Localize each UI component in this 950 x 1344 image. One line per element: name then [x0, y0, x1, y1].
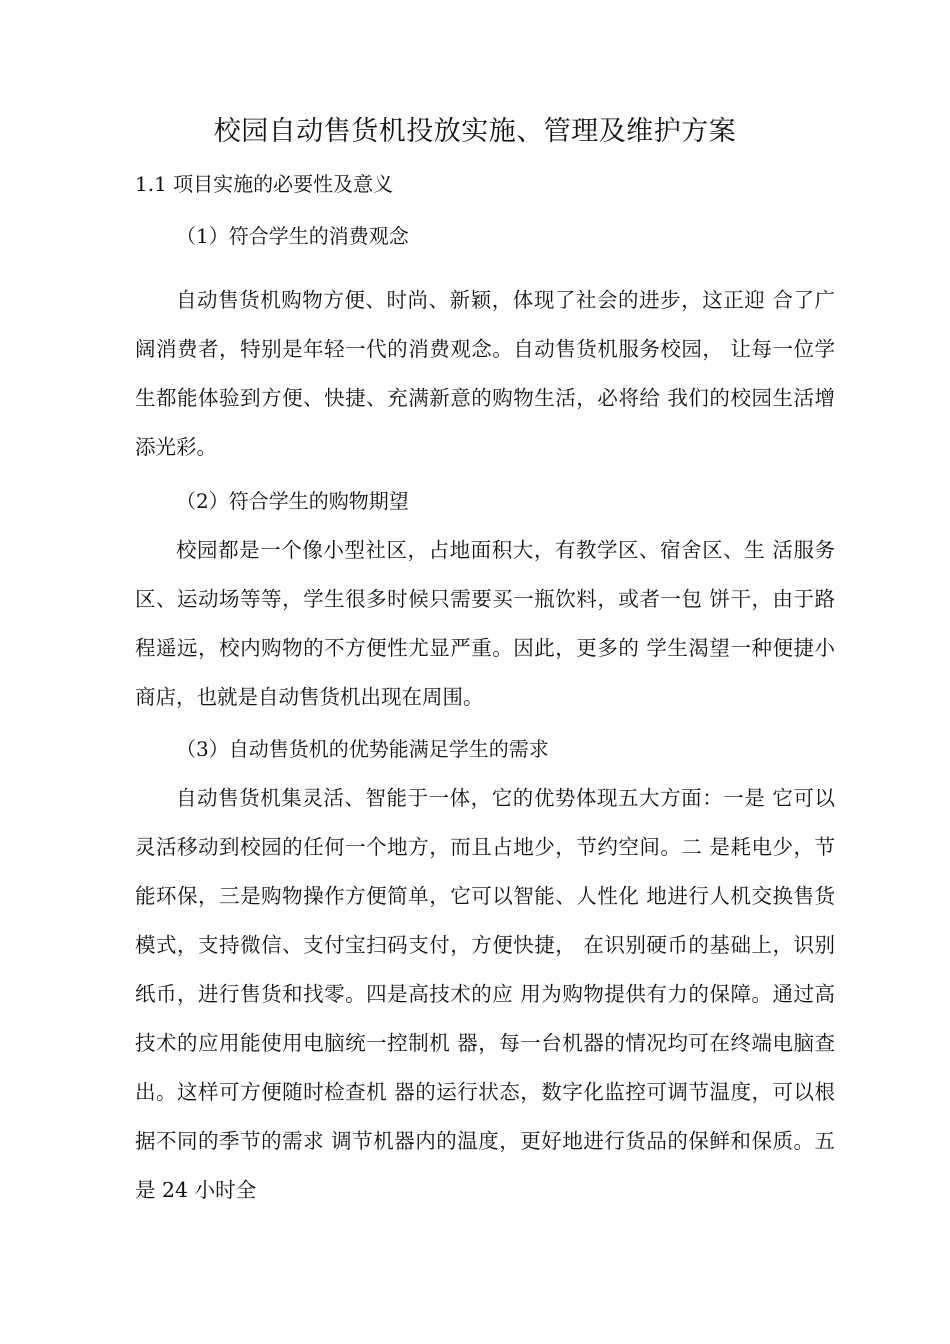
paragraph-line: 商店，也就是自动售货机出现在周围。: [135, 685, 484, 709]
subsection-heading-3: （3）自动售货机的优势能满足学生的需求: [176, 737, 549, 761]
paragraph-line: 程遥远，校内购物的不方便性尤显严重。因此，更多的 学生渴望一种便捷小: [135, 636, 835, 660]
paragraph-line: 校园都是一个像小型社区，占地面积大，有教学区、宿舍区、生 活服务: [176, 538, 835, 562]
paragraph-line: 纸币，进行售货和找零。四是高技术的应 用为购物提供有力的保障。通过高: [135, 982, 835, 1006]
paragraph-line: 区、运动场等等，学生很多时候只需要买一瓶饮料，或者一包 饼干，由于路: [135, 587, 835, 611]
paragraph-line: 是 24 小时全: [135, 1178, 257, 1202]
paragraph-line: 生都能体验到方便、快捷、充满新意的购物生活，必将给 我们的校园生活增: [135, 386, 835, 410]
paragraph-line: 添光彩。: [135, 435, 217, 459]
paragraph-2: [135, 526, 835, 722]
section-heading: 1.1 项目实施的必要性及意义: [135, 172, 394, 196]
paragraph-line: 自动售货机集灵活、智能于一体，它的优势体现五大方面：一是 它可以: [176, 786, 835, 810]
paragraph-line: 据不同的季节的需求 调节机器内的温度，更好地进行货品的保鲜和保质。五: [135, 1129, 835, 1153]
paragraph-line: 能环保，三是购物操作方便简单，它可以智能、人性化 地进行人机交换售货: [135, 884, 835, 908]
paragraph-line: 自动售货机购物方便、时尚、新颖，体现了社会的进步，这正迎 合了广: [176, 288, 835, 312]
subsection-heading-1: （1）符合学生的消费观念: [176, 224, 409, 248]
paragraph-line: 模式，支持微信、支付宝扫码支付，方便快捷， 在识别硬币的基础上，识别: [135, 933, 835, 957]
paragraph-line: 阔消费者，特别是年轻一代的消费观念。自动售货机服务校园， 让每一位学: [135, 337, 835, 361]
paragraph-line: 技术的应用能使用电脑统一控制机 器，每一台机器的情况均可在终端电脑查: [135, 1031, 835, 1055]
subsection-heading-2: （2）符合学生的购物期望: [176, 489, 409, 513]
document-title: 校园自动售货机投放实施、管理及维护方案: [213, 116, 737, 147]
paragraph-3: [135, 774, 835, 1215]
paragraph-line: 出。这样可方便随时检查机 器的运行状态，数字化监控可调节温度，可以根: [135, 1080, 835, 1104]
paragraph-line: 灵活移动到校园的任何一个地方，而且占地少，节约空间。二 是耗电少，节: [135, 835, 835, 859]
paragraph-1: [135, 276, 835, 472]
